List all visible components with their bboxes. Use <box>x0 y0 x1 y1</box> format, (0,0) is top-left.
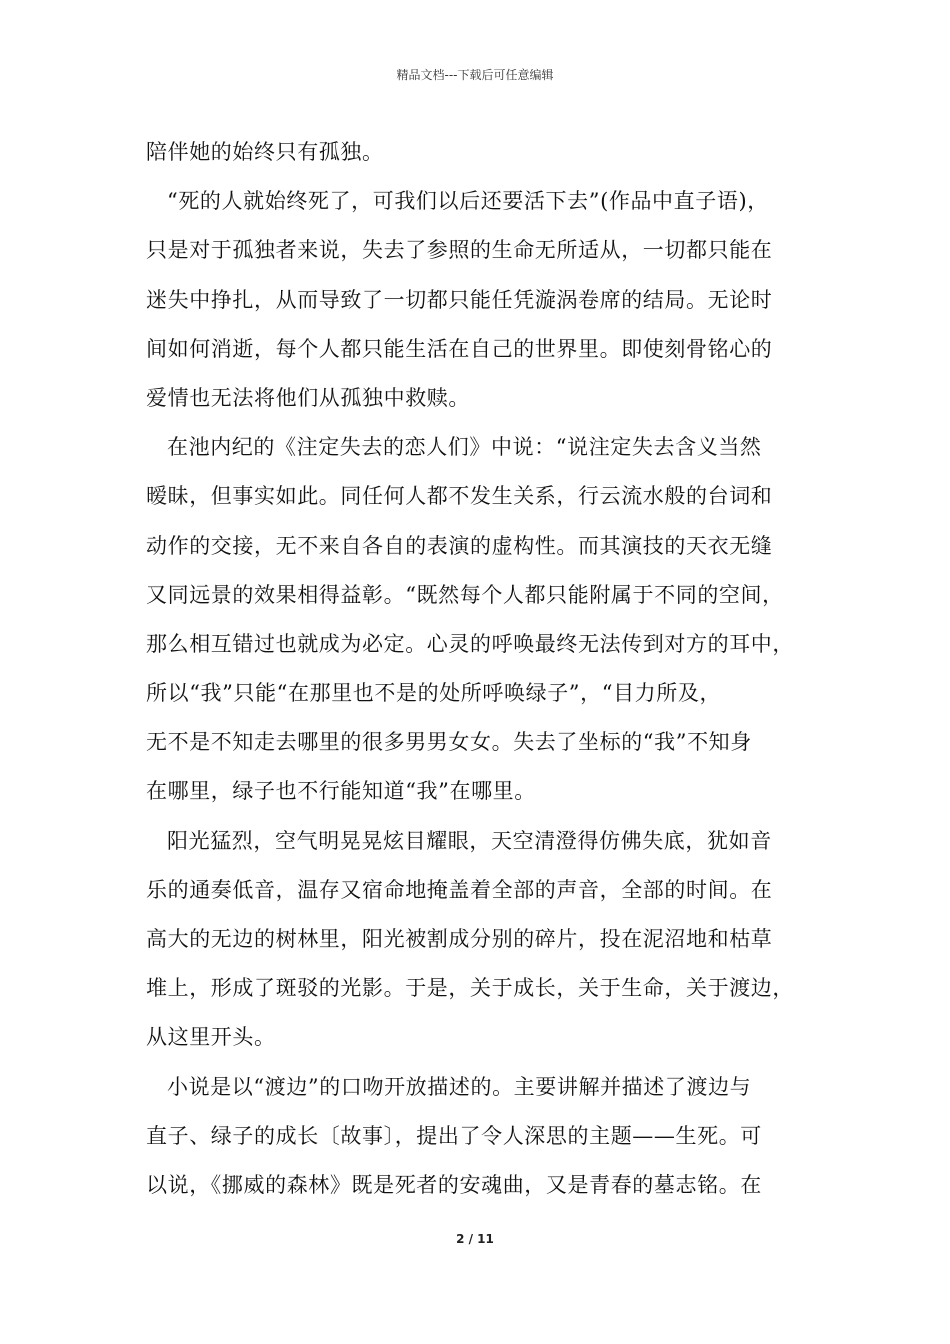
text-line: 无不是不知走去哪里的很多男男女女。失去了坐标的“我”不知身 <box>146 730 752 755</box>
text-line: 在池内纪的《注定失去的恋人们》中说：“说注定失去含义当然 <box>167 435 762 460</box>
text-line: 那么相互错过也就成为必定。心灵的呼唤最终无法传到对方的耳中， <box>146 631 794 656</box>
text-line: 乐的通奏低音，温存又宿命地掩盖着全部的声音，全部的时间。在 <box>146 877 773 902</box>
text-line: 高大的无边的树林里，阳光被割成分别的碎片，投在泥沼地和枯草 <box>146 927 773 951</box>
text-line: 间如何消逝，每个人都只能生活在自己的世界里。即使刻骨铭心的 <box>146 336 773 361</box>
text-line: “死的人就始终死了，可我们以后还要活下去”(作品中直子语)， <box>167 189 769 214</box>
text-line: 以说，《挪威的森林》既是死者的安魂曲，又是青春的墓志铭。在 <box>146 1172 762 1197</box>
text-line: 陪伴她的始终只有孤独。 <box>146 140 384 164</box>
page-number: 2 / 11 <box>456 1232 494 1246</box>
text-line: 爱情也无法将他们从孤独中救赎。 <box>146 385 470 410</box>
text-line: 只是对于孤独者来说，失去了参照的生命无所适从，一切都只能在 <box>146 238 773 263</box>
text-line: 迷失中挣扎，从而导致了一切都只能任凭漩涡卷席的结局。无论时 <box>146 287 773 312</box>
text-line: 又同远景的效果相得益彰。“既然每个人都只能附属于不同的空间， <box>146 582 784 607</box>
text-line: 所以“我”只能“在那里也不是的处所呼唤绿子”，“目力所及， <box>146 681 722 706</box>
text-line: 从这里开头。 <box>146 1025 276 1050</box>
text-line: 动作的交接，无不来自各自的表演的虚构性。而其演技的天衣无缝 <box>146 533 773 558</box>
text-line: 阳光猛烈，空气明晃晃炫目耀眼，天空清澄得仿佛失底，犹如音 <box>167 828 772 853</box>
document-body <box>146 128 821 1210</box>
text-line: 直子、绿子的成长〔故事〕，提出了令人深思的主题——生死。可 <box>146 1123 762 1148</box>
text-line: 堆上，形成了斑驳的光影。于是，关于成长，关于生命，关于渡边， <box>146 976 794 1001</box>
text-line: 在哪里，绿子也不行能知道“我”在哪里。 <box>146 779 536 804</box>
text-line: 暧昧，但事实如此。同任何人都不发生关系，行云流水般的台词和 <box>146 484 773 509</box>
text-line: 小说是以“渡边”的口吻开放描述的。主要讲解并描述了渡边与 <box>167 1074 752 1099</box>
page-header: 精品文档---下载后可任意编辑 <box>396 68 554 82</box>
